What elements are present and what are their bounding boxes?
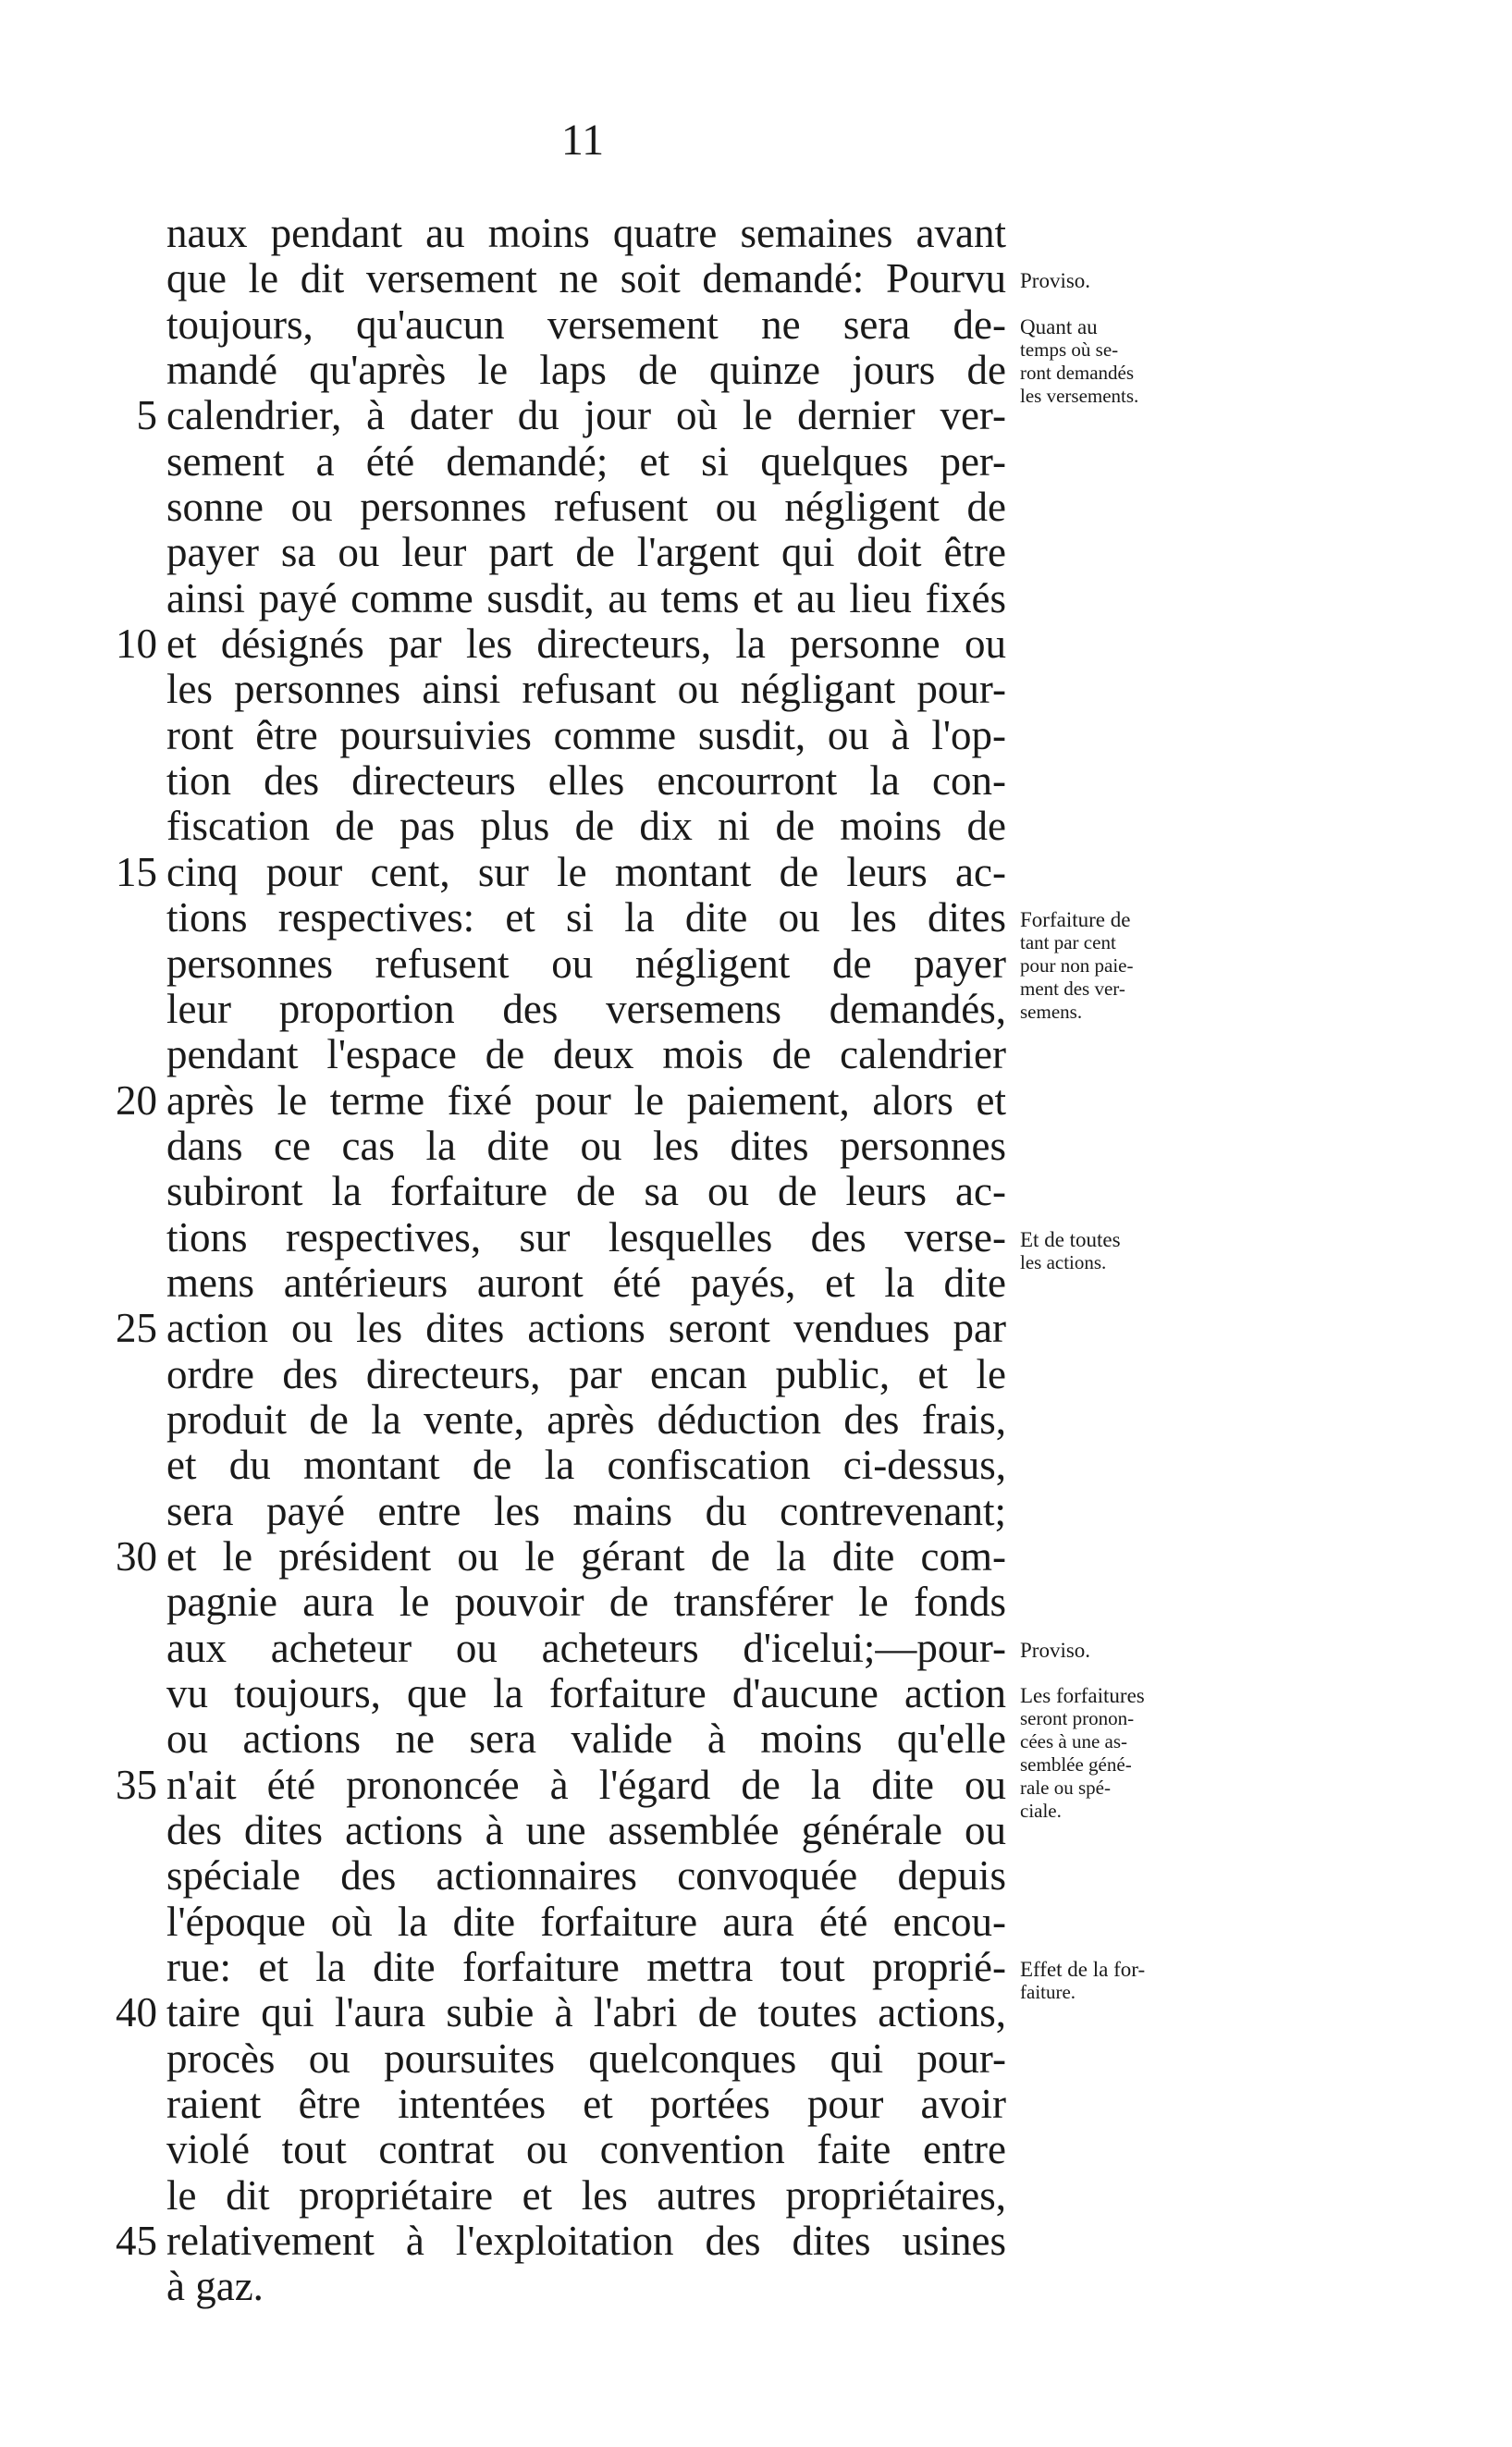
text-line: des dites actions à une assemblée générale ou: [166, 1807, 1006, 1854]
text-line: vu toujours, que la forfaiture d'aucune action: [166, 1670, 1006, 1716]
text-line: toujours, qu'aucun versement ne sera de-: [166, 301, 1006, 348]
text-line: après le terme fixé pour le paiement, alors et: [166, 1076, 1006, 1124]
text-line: à gaz.: [166, 2263, 264, 2310]
line-number: 20: [116, 1076, 157, 1124]
text-line: fiscation de pas plus de dix ni de moins de: [166, 803, 1006, 850]
text-line: naux pendant au moins quatre semaines avant: [166, 210, 1006, 256]
margin-note-line: Les forfaitures: [1020, 1684, 1145, 1708]
margin-note-line: faiture.: [1020, 1981, 1076, 2004]
text-line: pagnie aura le pouvoir de transférer le fonds: [166, 1579, 1006, 1626]
margin-note-line: ciale.: [1020, 1800, 1062, 1823]
text-line: violé tout contrat ou convention faite entre: [166, 2126, 1006, 2173]
text-line: le dit propriétaire et les autres propriétaires,: [166, 2171, 1006, 2219]
margin-note-line: ment des ver-: [1020, 978, 1125, 1001]
margin-note-line: seront pronon-: [1020, 1707, 1135, 1730]
text-line: leur proportion des versemens demandés,: [166, 985, 1006, 1032]
text-line: et le président ou le gérant de la dite com-: [166, 1532, 1006, 1580]
page-number: 11: [560, 116, 605, 165]
text-line: ou actions ne sera valide à moins qu'elle: [166, 1715, 1006, 1763]
margin-note-line: Proviso.: [1020, 1638, 1091, 1662]
margin-note: [1020, 1228, 1235, 1274]
margin-note: [1020, 1639, 1235, 1662]
text-line: mens antérieurs auront été payés, et la dite: [166, 1259, 1006, 1306]
text-line: les personnes ainsi refusant ou négligant pour-: [166, 666, 1006, 713]
margin-note-line: les actions.: [1020, 1250, 1107, 1273]
text-line: ront être poursuivies comme susdit, ou à l'op-: [166, 711, 1006, 758]
text-line: relativement à l'exploitation des dites usines: [166, 2218, 1006, 2265]
text-line: et du montant de la confiscation ci-dessus,: [166, 1442, 1006, 1489]
line-number: 15: [116, 848, 157, 895]
line-number: 25: [116, 1305, 157, 1352]
line-number: 35: [116, 1761, 157, 1808]
text-line: mandé qu'après le laps de quinze jours de: [166, 347, 1006, 394]
margin-note-line: Forfaiture de: [1020, 908, 1131, 932]
text-line: personnes refusent ou négligent de payer: [166, 940, 1006, 987]
line-number: 40: [116, 1989, 157, 2036]
text-line: dans ce cas la dite ou les dites personnes: [166, 1122, 1006, 1169]
margin-note-line: cées à une as-: [1020, 1730, 1128, 1753]
margin-note-line: les versements.: [1020, 384, 1139, 407]
margin-note-line: pour non paie-: [1020, 954, 1134, 978]
text-line: produit de la vente, après déduction des frais,: [166, 1396, 1006, 1443]
text-line: sement a été demandé; et si quelques per-: [166, 437, 1006, 485]
text-line: ainsi payé comme susdit, au tems et au lieu fixés: [166, 574, 1006, 621]
text-line: n'ait été prononcée à l'égard de la dite ou: [166, 1761, 1006, 1808]
margin-note: [1020, 315, 1235, 408]
margin-note-line: temps où se-: [1020, 338, 1119, 361]
text-line: ordre des directeurs, par encan public, et le: [166, 1350, 1006, 1397]
text-line: taire qui l'aura subie à l'abri de toutes actions,: [166, 1989, 1006, 2036]
margin-note-line: Effet de la for-: [1020, 1958, 1146, 1982]
margin-note-line: Et de toutes: [1020, 1227, 1121, 1251]
text-line: l'époque où la dite forfaiture aura été encou-: [166, 1898, 1006, 1945]
text-line: payer sa ou leur part de l'argent qui doit être: [166, 529, 1006, 576]
margin-note-line: rale ou spé-: [1020, 1777, 1111, 1800]
margin-note-line: Quant au: [1020, 314, 1098, 338]
line-number: 5: [136, 392, 157, 439]
text-line: et désignés par les directeurs, la personne ou: [166, 621, 1006, 668]
text-line: subiront la forfaiture de sa ou de leurs ac-: [166, 1168, 1006, 1215]
text-line: spéciale des actionnaires convoquée depuis: [166, 1852, 1006, 1900]
line-number-column: [92, 211, 157, 2310]
line-number: 10: [116, 621, 157, 668]
margin-note-line: ront demandés: [1020, 361, 1135, 384]
line-number: 30: [116, 1532, 157, 1580]
text-line: procès ou poursuites quelconques qui pour-: [166, 2035, 1006, 2082]
text-line: rue: et la dite forfaiture mettra tout proprié-: [166, 1944, 1006, 1991]
text-line: raient être intentées et portées pour avoir: [166, 2081, 1006, 2128]
text-line: tions respectives: et si la dite ou les dites: [166, 894, 1006, 941]
margin-note-line: semblée géné-: [1020, 1753, 1132, 1777]
line-number: 45: [116, 2218, 157, 2265]
margin-note-line: semens.: [1020, 1001, 1083, 1024]
margin-note: [1020, 908, 1235, 1024]
text-line: pendant l'espace de deux mois de calendrier: [166, 1031, 1006, 1078]
text-line: sera payé entre les mains du contrevenant;: [166, 1487, 1006, 1534]
margin-note-line: tant par cent: [1020, 931, 1116, 954]
text-line: tions respectives, sur lesquelles des verse-: [166, 1213, 1006, 1260]
text-line: tion des directeurs elles encourront la con-: [166, 757, 1006, 805]
margin-note: [1020, 1958, 1235, 2004]
text-line: sonne ou personnes refusent ou négligent de: [166, 484, 1006, 531]
text-line: cinq pour cent, sur le montant de leurs ac-: [166, 848, 1006, 895]
text-line: aux acheteur ou acheteurs d'icelui;—pour-: [166, 1624, 1006, 1671]
margin-note: [1020, 269, 1235, 292]
body-text: [166, 211, 1006, 2310]
margin-note: [1020, 1684, 1235, 1823]
text-line: que le dit versement ne soit demandé: Pourvu: [166, 255, 1006, 302]
text-line: action ou les dites actions seront vendues par: [166, 1305, 1006, 1352]
text-line: calendrier, à dater du jour où le dernier ver-: [166, 392, 1006, 439]
margin-note-line: Proviso.: [1020, 269, 1091, 293]
